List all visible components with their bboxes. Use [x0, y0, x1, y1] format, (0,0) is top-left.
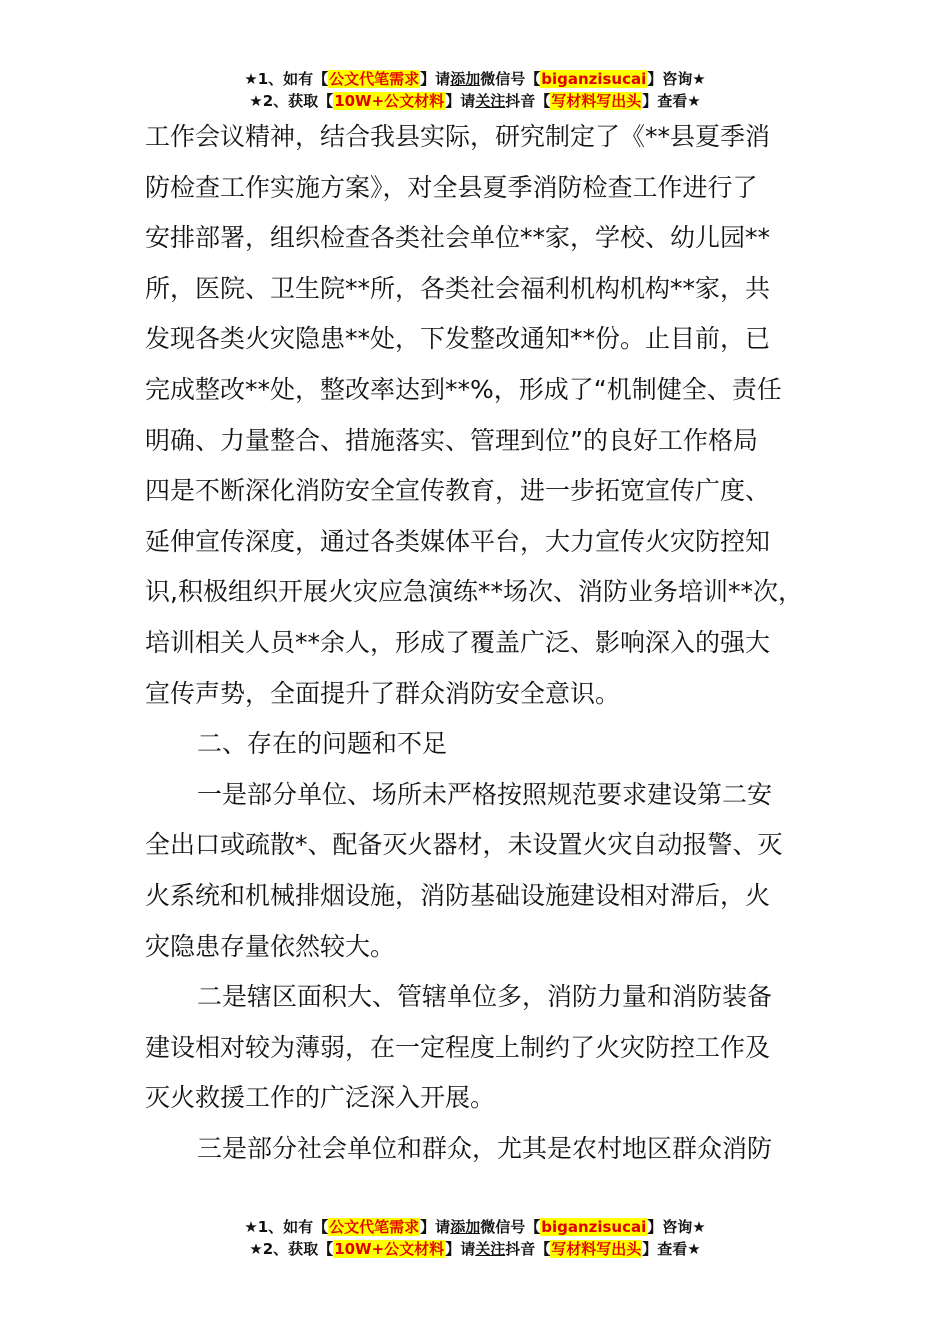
body-line: 宣传声势，全面提升了群众消防安全意识。: [145, 678, 621, 708]
header-banner: [0, 68, 950, 112]
body-line: 识,积极组织开展火灾应急演练**场次、消防业务培训**次，: [145, 577, 803, 607]
body-line: 培训相关人员**余人，形成了覆盖广泛、影响深入的强大: [145, 627, 771, 657]
body-line: 安排部署，组织检查各类社会单位**家，学校、幼儿园**: [145, 223, 771, 253]
body-line: 延伸宣传深度，通过各类媒体平台，大力宣传火灾防控知: [145, 526, 771, 556]
body-line: 火系统和机械排烟设施，消防基础设施建设相对滞后，火: [145, 880, 771, 910]
footer-highlight-materials: 10W+公文材料: [334, 1240, 445, 1258]
body-line: 发现各类火灾隐患**处，下发整改通知**份。止目前，已: [145, 324, 771, 354]
footer-highlight-service: 公文代笔需求: [329, 1218, 420, 1236]
footer-highlight-douyin: 写材料写出头: [551, 1240, 642, 1258]
body-line: 灾隐患存量依然较大。: [145, 931, 396, 961]
footer-banner-line-2: ★2、获取【10W+公文材料】请关注抖音【写材料写出头】查看★: [249, 1240, 701, 1258]
header-banner-line-1: ★1、如有【公文代笔需求】请添加微信号【biganzisucai】咨询★: [244, 70, 706, 88]
header-banner-line-2: ★2、获取【10W+公文材料】请关注抖音【写材料写出头】查看★: [249, 92, 701, 110]
header-highlight-service: 公文代笔需求: [329, 70, 420, 88]
header-highlight-materials: 10W+公文材料: [334, 92, 445, 110]
body-line: 四是不断深化消防安全宣传教育，进一步拓宽宣传广度、: [145, 476, 771, 506]
body-line: 二是辖区面积大、管辖单位多，消防力量和消防装备: [197, 982, 773, 1012]
header-highlight-wechat-id: biganzisucai: [541, 70, 647, 88]
body-line: 三是部分社会单位和群众，尤其是农村地区群众消防: [197, 1133, 773, 1163]
header-highlight-douyin: 写材料写出头: [551, 92, 642, 110]
footer-banner: [0, 1216, 950, 1260]
body-line: 建设相对较为薄弱，在一定程度上制约了火灾防控工作及: [145, 1032, 771, 1062]
body-line: 明确、力量整合、措施落实、管理到位”的良好工作格局: [145, 425, 758, 455]
document-body: [145, 112, 835, 1174]
body-line: 防检查工作实施方案》，对全县夏季消防检查工作进行了: [145, 172, 758, 202]
body-line: 全出口或疏散*、配备灭火器材，未设置火灾自动报警、灭: [145, 830, 783, 860]
body-line: 灭火救援工作的广泛深入开展。: [145, 1083, 496, 1113]
footer-banner-line-1: ★1、如有【公文代笔需求】请添加微信号【biganzisucai】咨询★: [244, 1218, 706, 1236]
body-line: 所，医院、卫生院**所，各类社会福利机构机构**家，共: [145, 273, 771, 303]
footer-highlight-wechat-id: biganzisucai: [541, 1218, 647, 1236]
section-heading: 二、存在的问题和不足: [197, 729, 448, 759]
body-line: 一是部分单位、场所未严格按照规范要求建设第二安: [197, 779, 773, 809]
body-line: 工作会议精神，结合我县实际，研究制定了《**县夏季消: [145, 122, 771, 151]
body-line: 完成整改**处，整改率达到**%，形成了“机制健全、责任: [145, 374, 782, 404]
